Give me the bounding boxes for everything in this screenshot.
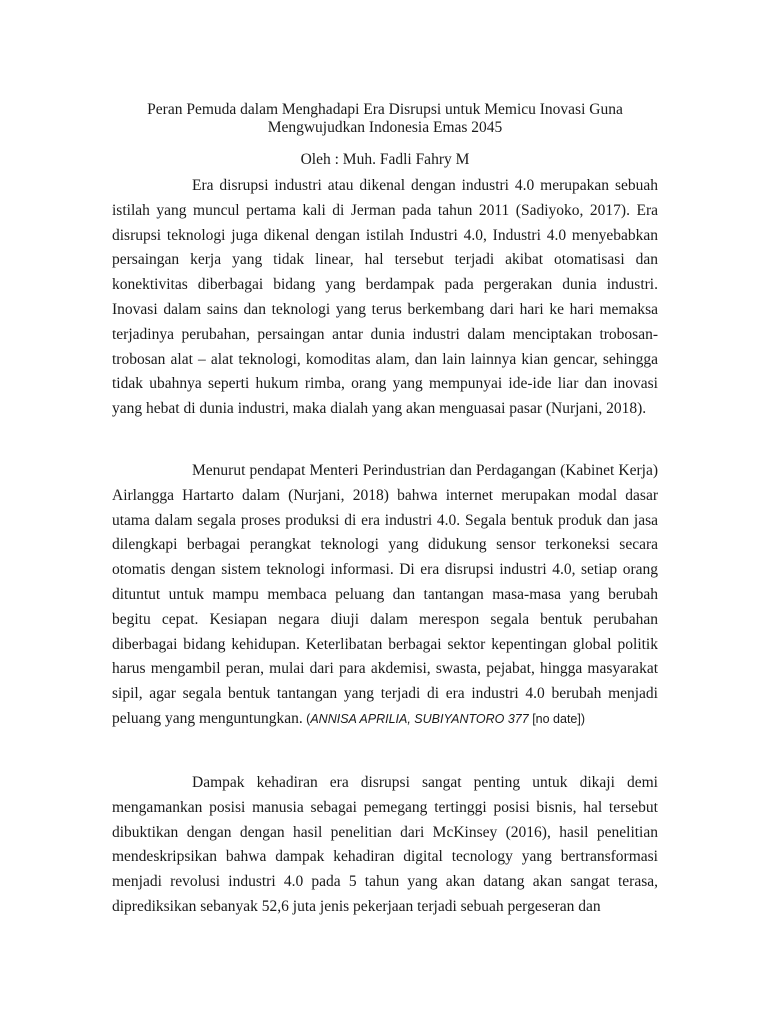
author-line: Oleh : Muh. Fadli Fahry M <box>300 151 470 168</box>
paragraph-2 <box>112 459 658 732</box>
citation-authors: ANNISA APRILIA, SUBIYANTORO 377 <box>310 711 529 726</box>
paragraph-1: Era disrupsi industri atau dikenal dengan industri 4.0 merupakan sebuah istilah yang muncul pertama kali di Jerman pada tahun 2011 (Sadiyoko, 2017). Era disrupsi teknologi juga dikenal dengan istilah Industri 4.0, Industri 4.0 menyebabkan persaingan kerja yang tidak linear, hal tersebut terjadi akibat otomatisasi dan konektivitas diberbagai bidang yang berdampak pada pergerakan dunia industri. Inovasi dalam sains dan teknologi yang terus berkembang dari hari ke hari memaksa terjadinya perubahan, persaingan antar dunia industri dalam menciptakan trobosan-trobosan alat – alat teknologi, komoditas alam, dan lain lainnya kian gencar, sehingga tidak ubahnya seperti hukum rimba, orang yang mempunyai ide-ide liar dan inovasi yang hebat di dunia industri, maka dialah yang akan menguasai pasar (Nurjani, 2018). <box>112 177 658 418</box>
title-line-1: Peran Pemuda dalam Menghadapi Era Disrupsi untuk Memicu Inovasi Guna <box>147 101 623 118</box>
title-line-2: Mengwujudkan Indonesia Emas 2045 <box>267 119 503 136</box>
citation-open: ( <box>302 711 311 726</box>
paragraph-2-text: Menurut pendapat Menteri Perindustrian dan Perdagangan (Kabinet Kerja) Airlangga Hartarto dalam (Nurjani, 2018) bahwa internet merupakan modal dasar utama dalam segala proses produksi di era industri 4.0. Segala bentuk produk dan jasa dilengkapi berbagai perangkat teknologi yang didukung sensor terkoneksi secara otomatis dengan sistem teknologi informasi. Di era disrupsi industri 4.0, setiap orang dituntut untuk mampu membaca peluang dan tantangan masa-masa yang berubah begitu cepat. Kesiapan negara diuji dalam merespon segala bentuk perubahan diberbagai bidang kehidupan. Keterlibatan berbagai sektor kepentingan global politik harus mengambil peran, mulai dari para akdemisi, swasta, pejabat, hingga masyarakat sipil, agar segala bentuk tantangan yang terjadi di era industri 4.0 berubah menjadi peluang yang menguntungkan. <box>112 462 658 727</box>
page-title <box>112 101 658 137</box>
paragraph-3: Dampak kehadiran era disrupsi sangat penting untuk dikaji demi mengamankan posisi manusia sebagai pemegang tertinggi posisi bisnis, hal tersebut dibuktikan dengan dengan hasil penelitian dari McKinsey (2016), hasil penelitian mendeskripsikan bahwa dampak kehadiran digital tecnology yang bertransformasi menjadi revolusi industri 4.0 pada 5 tahun yang akan datang akan sangat terasa, diprediksikan sebanyak 52,6 juta jenis pekerjaan terjadi sebuah pergeseran dan <box>112 774 658 915</box>
citation-rest: [no date]) <box>528 711 586 726</box>
